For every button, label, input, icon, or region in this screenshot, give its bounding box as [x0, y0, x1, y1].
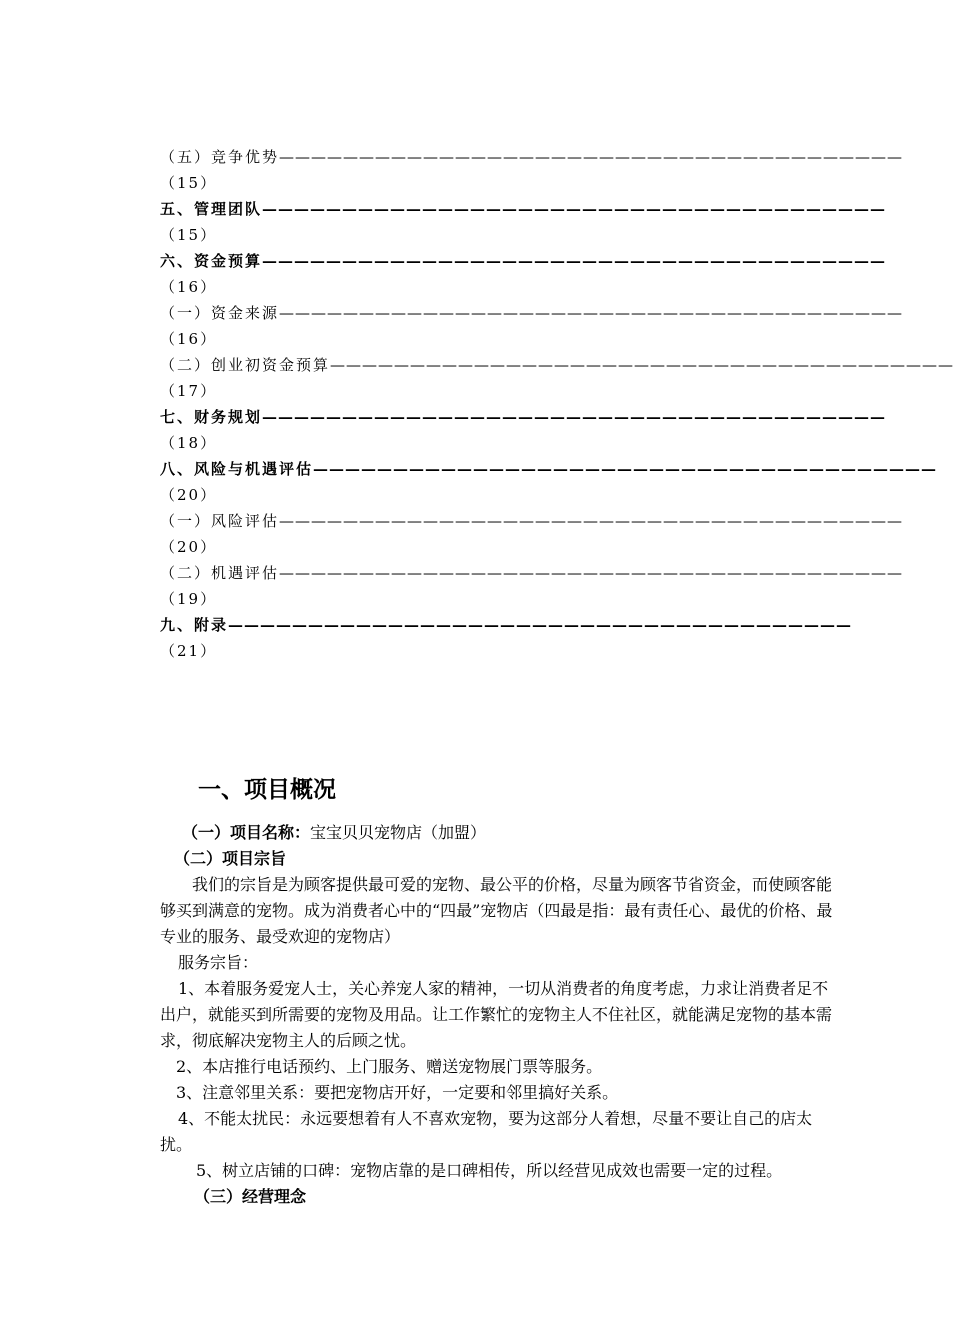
- service-item-1: 1、本着服务爱宠人士，关心养宠人家的精神，一切从消费者的角度考虑，力求让消费者足不出户，就能买到所需要的宠物及用品。让工作繁忙的宠物主人不住社区，就能满足宠物的基本需求，彻底解决宠物主人的后顾之忧。: [160, 979, 833, 1050]
- toc-leader: ———————————————————————————————————————: [330, 356, 954, 374]
- toc-entry[interactable]: [160, 612, 853, 664]
- toc-entry-label: 七、财务规划: [160, 408, 263, 426]
- toc-entry-label: （五）竞争优势: [160, 148, 280, 166]
- toc-leader: ———————————————————————————————————————: [279, 148, 904, 166]
- toc-entry[interactable]: [160, 456, 938, 508]
- toc-leader: ———————————————————————————————————————: [313, 460, 938, 478]
- section-title: 一、项目概况: [198, 777, 336, 803]
- concept-heading: （三）经营理念: [194, 1187, 307, 1206]
- toc-entry-page: （16）: [160, 330, 218, 348]
- project-name-label: （一）项目名称：: [182, 823, 311, 842]
- toc-entry-label: （一）资金来源: [160, 304, 280, 322]
- toc-entry-page: （20）: [160, 486, 218, 504]
- toc-leader: ———————————————————————————————————————: [279, 512, 904, 530]
- toc-entry-page: （15）: [160, 174, 218, 192]
- toc-entry-page: （21）: [160, 642, 218, 660]
- toc-entry-label: （二）创业初资金预算: [160, 356, 331, 374]
- toc-entry[interactable]: [160, 300, 904, 352]
- toc-entry[interactable]: [160, 560, 904, 612]
- toc-leader: ———————————————————————————————————————: [279, 304, 904, 322]
- toc-entry-page: （20）: [160, 538, 218, 556]
- toc-leader: ———————————————————————————————————————: [262, 200, 887, 218]
- service-item-4: 4、不能太扰民：永远要想着有人不喜欢宠物，要为这部分人着想，尽量不要让自己的店太扰。: [160, 1109, 813, 1154]
- toc-entry-label: 九、附录: [160, 616, 229, 634]
- toc-entry-label: 六、资金预算: [160, 252, 263, 270]
- toc-leader: ———————————————————————————————————————: [262, 252, 887, 270]
- toc-entry-label: 八、风险与机遇评估: [160, 460, 314, 478]
- toc-entry[interactable]: [160, 248, 887, 300]
- toc-entry[interactable]: [160, 352, 954, 404]
- purpose-heading: （二）项目宗旨: [174, 849, 287, 868]
- toc-entry-label: （二）机遇评估: [160, 564, 280, 582]
- toc-entry-label: （一）风险评估: [160, 512, 280, 530]
- toc-entry-page: （18）: [160, 434, 218, 452]
- toc-entry-label: 五、管理团队: [160, 200, 263, 218]
- toc-entry[interactable]: [160, 144, 904, 196]
- toc-entry-page: （15）: [160, 226, 218, 244]
- toc-entry[interactable]: [160, 196, 887, 248]
- table-of-contents: [160, 144, 954, 664]
- toc-leader: ———————————————————————————————————————: [279, 564, 904, 582]
- project-name-value: 宝宝贝贝宠物店（加盟）: [310, 823, 487, 842]
- service-heading: 服务宗旨：: [178, 953, 259, 972]
- toc-entry-page: （17）: [160, 382, 218, 400]
- toc-entry-page: （19）: [160, 590, 218, 608]
- toc-entry[interactable]: [160, 508, 904, 560]
- purpose-paragraph: 我们的宗旨是为顾客提供最可爱的宠物、最公平的价格，尽量为顾客节省资金，而使顾客能够买到满意的宠物。成为消费者心中的“四最”宠物店（四最是指：最有责任心、最优的价格、最专业的服务、最受欢迎的宠物店）: [160, 875, 833, 946]
- service-item-2: 2、本店推行电话预约、上门服务、赠送宠物展门票等服务。: [176, 1057, 603, 1076]
- toc-entry-page: （16）: [160, 278, 218, 296]
- toc-leader: ———————————————————————————————————————: [228, 616, 853, 634]
- toc-leader: ———————————————————————————————————————: [262, 408, 887, 426]
- service-item-5: 5、树立店铺的口碑：宠物店靠的是口碑相传，所以经营见成效也需要一定的过程。: [196, 1161, 783, 1180]
- toc-entry[interactable]: [160, 404, 887, 456]
- project-name-line: [182, 820, 840, 846]
- section-content: [160, 770, 840, 1210]
- service-item-3: 3、注意邻里关系：要把宠物店开好，一定要和邻里搞好关系。: [176, 1083, 619, 1102]
